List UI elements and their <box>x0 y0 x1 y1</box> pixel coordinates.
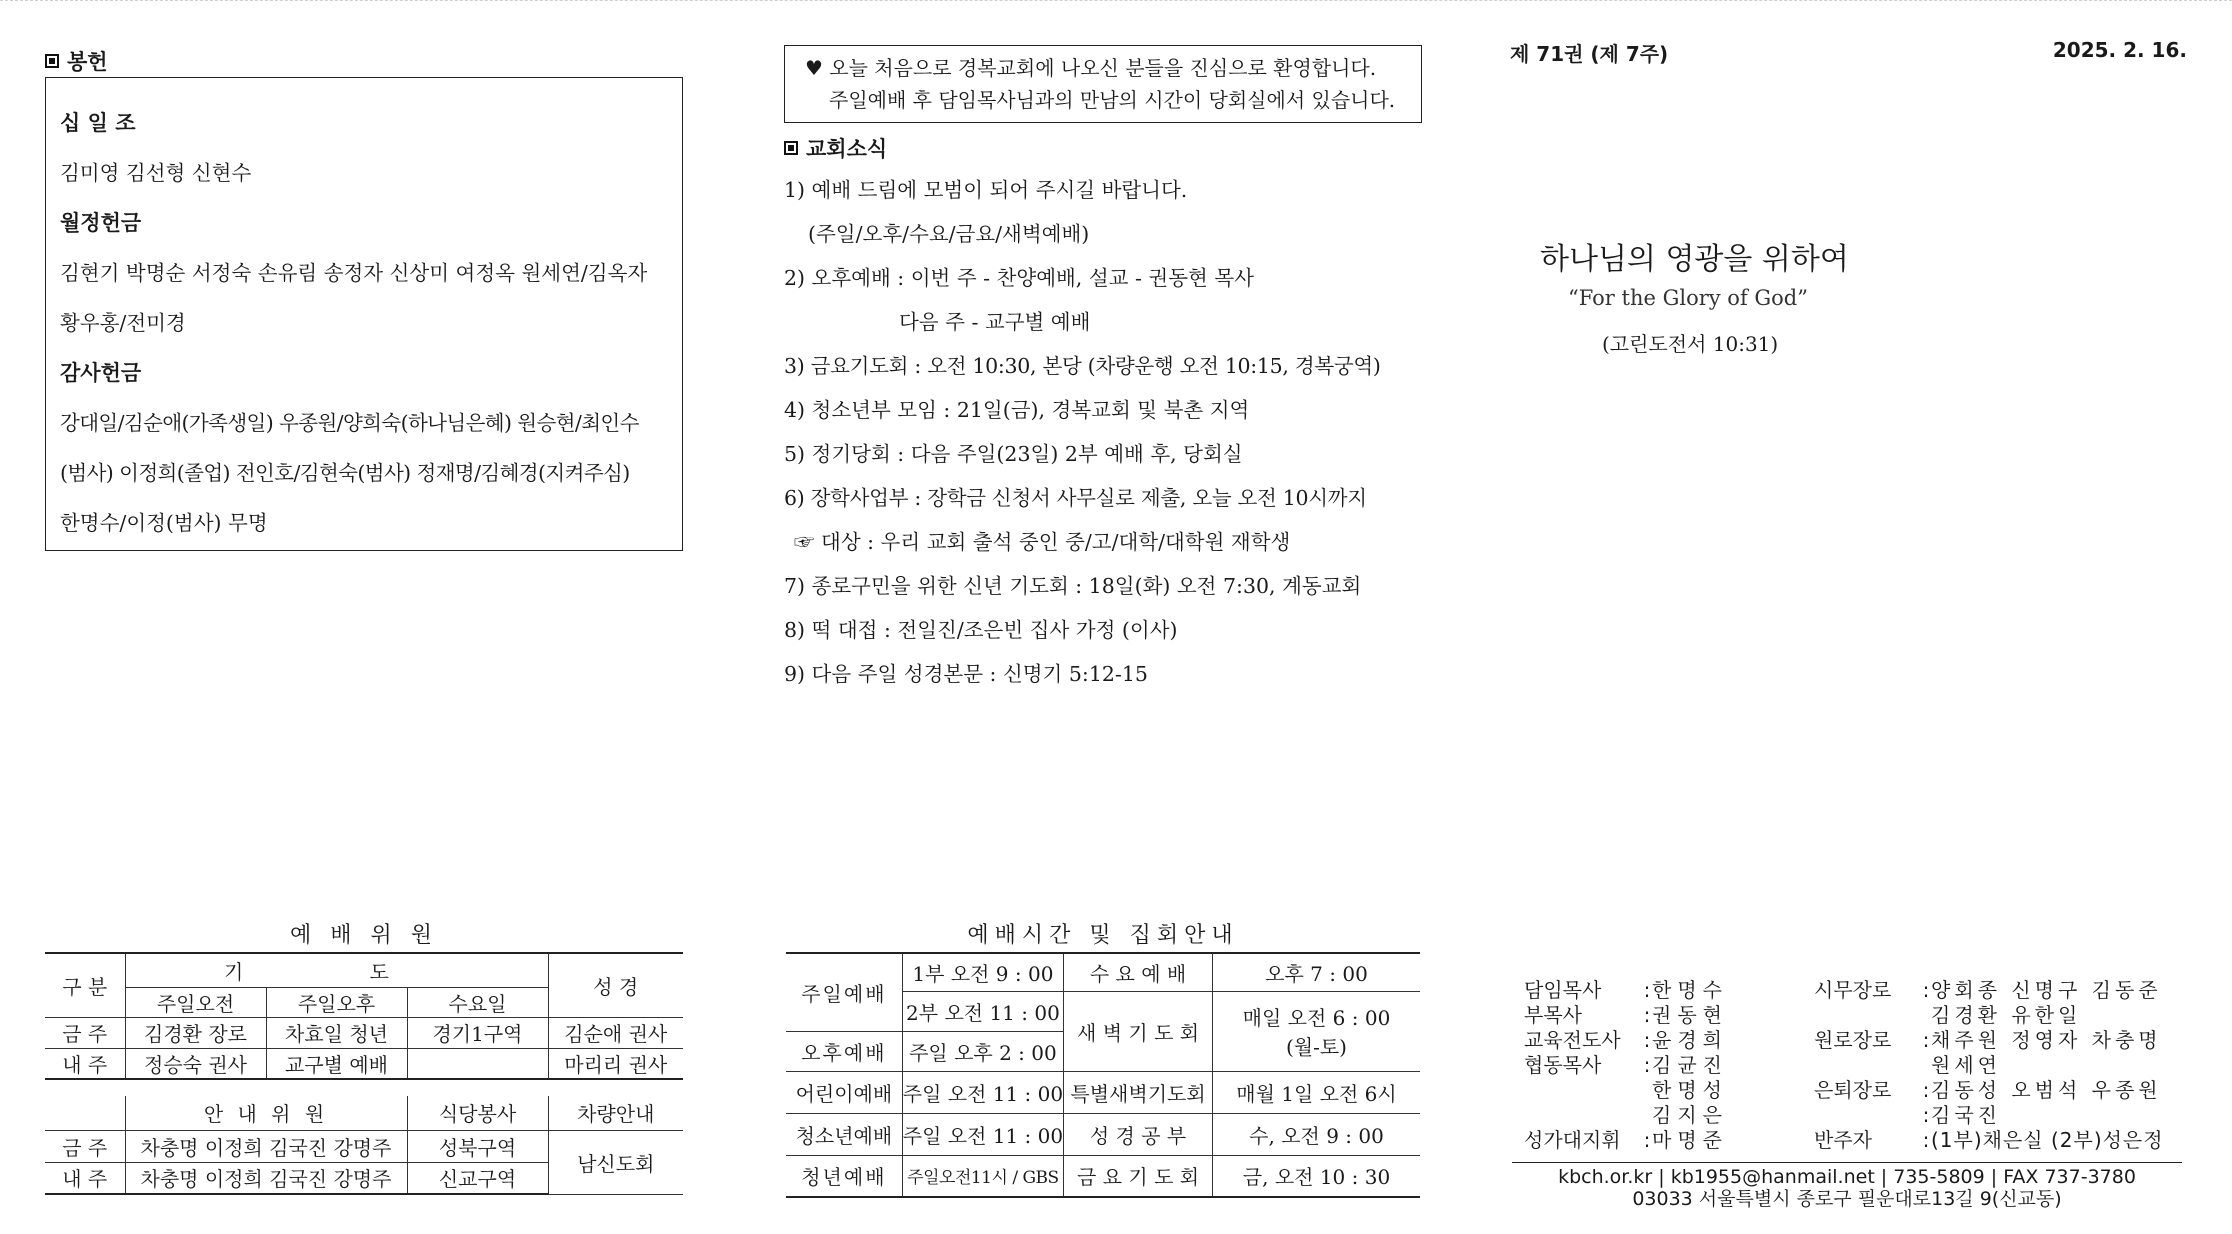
staff-label: 원로장로 <box>1814 1028 1892 1052</box>
staff-label: 부목사 <box>1524 1003 1582 1027</box>
square-bullet-icon <box>784 141 798 155</box>
dawn-label: 새 벽 기 도 회 <box>1064 991 1213 1071</box>
col-sun-pm: 주일오후 <box>266 987 407 1017</box>
tithe-names: 김미영 김선형 신현수 <box>60 161 252 185</box>
staff-name: 원세연 <box>1931 1053 2001 1077</box>
cell-vehicle: 남신도회 <box>548 1130 683 1194</box>
meal-header: 식당봉사 <box>407 1096 548 1130</box>
youth-time: 주일 오전 11 : 00 <box>902 1113 1063 1155</box>
staff-name: (1부)채은실 (2부)성은정 <box>1931 1128 2164 1152</box>
row-label: 금 주 <box>45 1017 125 1048</box>
schedule-title: 예배시간 및 집회안내 <box>967 923 1239 948</box>
volume-number: 제 71권 (제 7주) <box>1510 42 1669 66</box>
row-label: 금 주 <box>45 1130 125 1162</box>
square-bullet-icon <box>45 54 59 68</box>
news-heading <box>784 133 887 163</box>
staff-row: 담임목사 : 한명수 시무장로 : 양회종 신명구 김동준 <box>1524 978 2162 1002</box>
staff-name: 윤경희 <box>1652 1028 1728 1052</box>
staff-name: 한명수 <box>1652 978 1728 1002</box>
address-line: 03033 서울특별시 종로구 필운대로13길 9(신교동) <box>1632 1188 2062 1210</box>
news-item: 2) 오후예배 : 이번 주 - 찬양예배, 설교 - 권동현 목사 <box>784 266 1254 290</box>
news-item: ☞ 대상 : 우리 교회 출석 중인 중/고/대학/대학원 재학생 <box>794 530 1291 554</box>
staff-name: 한명성 <box>1652 1078 1728 1102</box>
cell-scripture: 김순애 권사 <box>548 1017 683 1048</box>
thanks-names: 강대일/김순애(가족생일) 우종원/양희숙(하나님은혜) 원승현/최인수 <box>60 411 639 435</box>
staff-label: 은퇴장로 <box>1814 1078 1892 1102</box>
young-adult-label: 청년예배 <box>786 1155 902 1197</box>
cell-meal: 신교구역 <box>407 1162 548 1194</box>
staff-name: 양회종 신명구 김동준 <box>1931 978 2162 1002</box>
worship-committee-table <box>45 952 683 1080</box>
vehicle-header: 차량안내 <box>548 1096 683 1130</box>
footer-divider <box>1512 1162 2182 1163</box>
sunday-2: 2부 오전 11 : 00 <box>902 991 1063 1031</box>
staff-row: 성가대지휘 : 마명준 반주자 : (1부)채은실 (2부)성은정 <box>1524 1128 2164 1152</box>
news-item: 5) 정기당회 : 다음 주일(23일) 2부 예배 후, 당회실 <box>784 442 1243 466</box>
staff-name: 김국진 <box>1931 1103 2001 1127</box>
children-label: 어린이예배 <box>786 1071 902 1113</box>
offering-heading-text: 봉헌 <box>67 50 108 74</box>
col-sun-am: 주일오전 <box>125 987 266 1017</box>
news-item: 6) 장학사업부 : 장학금 신청서 사무실로 제출, 오늘 오전 10시까지 <box>784 486 1367 510</box>
thanks-names: (범사) 이정희(졸업) 전인호/김현숙(범사) 정재명/김혜경(지켜주심) <box>60 461 630 485</box>
col-scripture: 성 경 <box>548 953 683 1017</box>
theme-reference: (고린도전서 10:31) <box>1602 332 1779 356</box>
staff-label: 성가대지휘 <box>1524 1128 1621 1152</box>
contact-info <box>1512 1166 2182 1210</box>
special-dawn-time: 매월 1일 오전 6시 <box>1212 1071 1420 1113</box>
news-item: 7) 종로구민을 위한 신년 기도회 : 18일(화) 오전 7:30, 계동교회 <box>784 574 1362 598</box>
news-heading-text: 교회소식 <box>806 137 888 161</box>
staff-label: 시무장로 <box>1814 978 1892 1002</box>
cell-scripture: 마리리 권사 <box>548 1048 683 1079</box>
sunday-label: 주일예배 <box>786 953 902 1031</box>
cell-sun-pm: 차효일 청년 <box>266 1017 407 1048</box>
bible-label: 성 경 공 부 <box>1064 1113 1213 1155</box>
dawn-days: (월-토) <box>1285 1035 1347 1059</box>
staff-row: 교육전도사 : 윤경희 원로장로 : 채주원 정영자 차충명 <box>1524 1028 2162 1052</box>
offering-box <box>45 77 683 551</box>
news-item: 4) 청소년부 모임 : 21일(금), 경복교회 및 북촌 지역 <box>784 398 1250 422</box>
monthly-label: 월정헌금 <box>60 211 142 235</box>
staff-label: 협동목사 <box>1524 1053 1602 1077</box>
guide-corner <box>45 1096 125 1130</box>
worship-committee-title: 예 배 위 원 <box>290 923 438 948</box>
welcome-box <box>784 45 1422 123</box>
staff-label: 교육전도사 <box>1524 1028 1621 1052</box>
staff-name: 김지은 <box>1652 1103 1728 1127</box>
news-item: 8) 떡 대접 : 전일진/조은빈 집사 가정 (이사) <box>784 618 1178 642</box>
cell-guides: 차충명 이정희 김국진 강명주 <box>125 1162 407 1194</box>
special-dawn-label: 특별새벽기도회 <box>1064 1071 1213 1113</box>
cell-wed: 경기1구역 <box>407 1017 548 1048</box>
theme-title: 하나님의 영광을 위하여 <box>1540 242 1849 277</box>
staff-name: 김동성 오범석 우종원 <box>1931 1078 2162 1102</box>
staff-name: 마명준 <box>1652 1128 1728 1152</box>
tithe-label: 십 일 조 <box>60 111 136 135</box>
wed-label: 수 요 예 배 <box>1064 953 1213 991</box>
offering-heading <box>45 46 108 76</box>
children-time: 주일 오전 11 : 00 <box>902 1071 1063 1113</box>
news-item: 9) 다음 주일 성경본문 : 신명기 5:12-15 <box>784 662 1148 686</box>
news-item: 다음 주 - 교구별 예배 <box>899 310 1091 334</box>
cell-sun-am: 정승숙 권사 <box>125 1048 266 1079</box>
dawn-cell <box>1212 991 1420 1071</box>
row-label: 내 주 <box>45 1162 125 1194</box>
bible-time: 수, 오전 9 : 00 <box>1212 1113 1420 1155</box>
staff-row: 협동목사 : 김균진 원세연 <box>1524 1053 2001 1077</box>
friday-time: 금, 오전 10 : 30 <box>1212 1155 1420 1197</box>
thanks-names: 한명수/이정(범사) 무명 <box>60 511 268 535</box>
news-item: (주일/오후/수요/금요/새벽예배) <box>808 222 1090 246</box>
col-prayer: 기 도 <box>125 953 548 987</box>
youth-label: 청소년예배 <box>786 1113 902 1155</box>
staff-name: 권동현 <box>1652 1003 1728 1027</box>
welcome-line: ♥ 오늘 처음으로 경복교회에 나오신 분들을 진심으로 환영합니다. <box>805 56 1377 80</box>
table-row <box>45 1130 683 1162</box>
guide-header: 안 내 위 원 <box>125 1096 407 1130</box>
col-wed: 수요일 <box>407 987 548 1017</box>
theme-english: “For the Glory of God” <box>1568 286 1808 310</box>
dawn-time: 매일 오전 6 : 00 <box>1242 1006 1391 1030</box>
friday-label: 금 요 기 도 회 <box>1064 1155 1213 1197</box>
cell-guides: 차충명 이정희 김국진 강명주 <box>125 1130 407 1162</box>
cell-wed <box>407 1048 548 1079</box>
staff-label: 반주자 <box>1814 1128 1872 1152</box>
contact-line: kbch.or.kr | kb1955@hanmail.net | 735-5809 | FAX 737-3780 <box>1558 1166 2136 1188</box>
bulletin-date: 2025. 2. 16. <box>2052 38 2187 62</box>
news-item: 3) 금요기도회 : 오전 10:30, 본당 (차량운행 오전 10:15, 경복궁역) <box>784 354 1381 378</box>
cell-sun-pm: 교구별 예배 <box>266 1048 407 1079</box>
afternoon-time: 주일 오후 2 : 00 <box>902 1031 1063 1071</box>
cell-meal: 성북구역 <box>407 1130 548 1162</box>
sunday-1: 1부 오전 9 : 00 <box>902 953 1063 991</box>
staff-name: 김균진 <box>1652 1053 1728 1077</box>
staff-name: 김경환 유한일 <box>1931 1003 2082 1027</box>
monthly-names: 김현기 박명순 서정숙 손유림 송정자 신상미 여정옥 원세연/김옥자 <box>60 261 648 285</box>
guide-committee-table <box>45 1096 683 1195</box>
news-item: 1) 예배 드림에 모범이 되어 주시길 바랍니다. <box>784 178 1188 202</box>
row-label: 내 주 <box>45 1048 125 1079</box>
young-adult-time: 주일오전11시 / GBS <box>902 1155 1063 1197</box>
afternoon-label: 오후예배 <box>786 1031 902 1071</box>
cell-sun-am: 김경환 장로 <box>125 1017 266 1048</box>
staff-list <box>1524 978 2164 1153</box>
table-row <box>45 1017 683 1048</box>
col-category: 구 분 <box>45 953 125 1017</box>
news-list <box>784 168 1434 696</box>
staff-row: 부목사 : 권동현 김경환 유한일 <box>1524 1003 2082 1027</box>
staff-name: 채주원 정영자 차충명 <box>1931 1028 2162 1052</box>
staff-row: 한명성 은퇴장로 : 김동성 오범석 우종원 <box>1652 1078 2162 1102</box>
welcome-line: 주일예배 후 담임목사님과의 만남의 시간이 당회실에서 있습니다. <box>829 88 1396 112</box>
monthly-names: 황우홍/전미경 <box>60 311 186 335</box>
staff-row: 김지은 : 김국진 <box>1652 1103 2001 1127</box>
wed-time: 오후 7 : 00 <box>1212 953 1420 991</box>
staff-label: 담임목사 <box>1524 978 1602 1002</box>
table-row <box>45 1048 683 1079</box>
schedule-table <box>786 952 1420 1198</box>
thanks-label: 감사헌금 <box>60 361 142 385</box>
